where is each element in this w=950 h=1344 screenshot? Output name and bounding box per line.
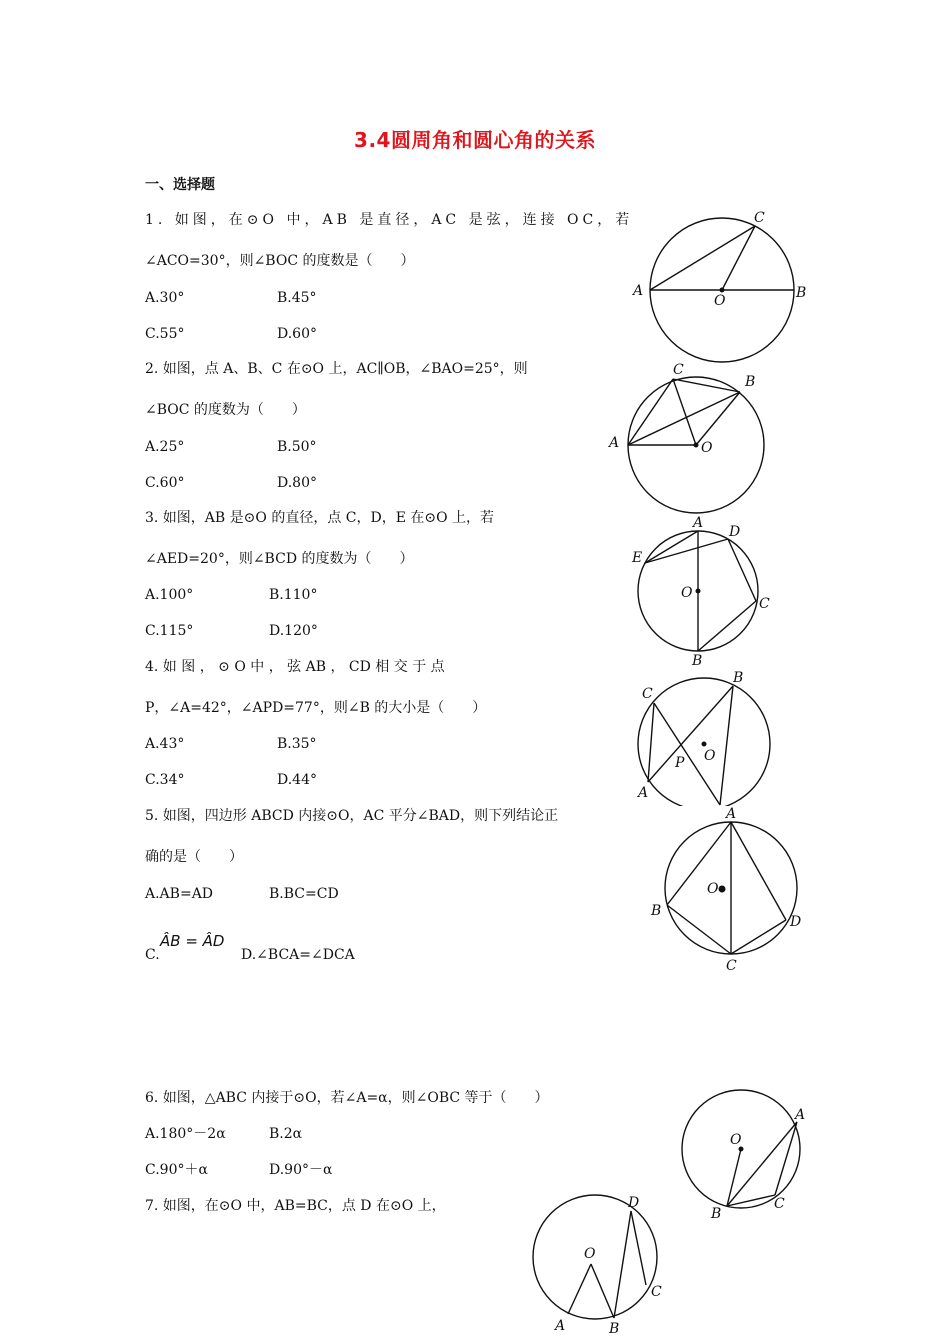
- q2-label-o: O: [701, 440, 713, 456]
- question-4-text-cont: P，∠A=42°，∠APD=77°，则∠B 的大小是（ ）: [145, 700, 487, 716]
- section-heading: 一、选择题: [145, 177, 215, 193]
- q5-label-d: D: [790, 914, 802, 930]
- q4-label-b: B: [733, 670, 744, 686]
- question-6-text: 6. 如图，△ABC 内接于⊙O，若∠A=α，则∠OBC 等于（ ）: [145, 1090, 549, 1106]
- q1-option-c: C.55°: [145, 326, 185, 342]
- question-1-text: 1. 如图，在⊙O 中，AB 是直径，AC 是弦，连接 OC，若: [145, 212, 634, 228]
- q5-option-c-formula: ÂB = ÂD: [160, 932, 225, 950]
- q1-label-o: O: [714, 293, 726, 309]
- q3-label-d: D: [729, 524, 741, 540]
- q4-label-c: C: [642, 686, 653, 702]
- q4-label-a: A: [638, 785, 649, 801]
- q3-label-a: A: [693, 515, 704, 531]
- q2-option-c: C.60°: [145, 475, 185, 491]
- q1-label-b: B: [796, 285, 807, 301]
- q1-option-a: A.30°: [145, 290, 185, 306]
- q2-option-d: D.80°: [277, 475, 317, 491]
- q5-label-o: O: [707, 881, 719, 897]
- q3-option-c: C.115°: [145, 623, 194, 639]
- q5-label-b: B: [651, 903, 662, 919]
- q6-label-b: B: [711, 1206, 722, 1222]
- q1-label-c: C: [754, 210, 765, 226]
- q5-option-d: D.∠BCA=∠DCA: [241, 947, 355, 963]
- q1-label-a: A: [633, 283, 644, 299]
- q3-label-c: C: [759, 596, 770, 612]
- q4-label-o: O: [704, 748, 716, 764]
- q3-label-o: O: [681, 585, 693, 601]
- q5-option-a: A.AB=AD: [145, 886, 214, 902]
- q6-label-a: A: [795, 1107, 806, 1123]
- q1-option-b: B.45°: [277, 290, 317, 306]
- q3-option-d: D.120°: [269, 623, 318, 639]
- q3-option-a: A.100°: [145, 587, 194, 603]
- q7-label-c: C: [651, 1284, 662, 1300]
- q2-option-b: B.50°: [277, 439, 317, 455]
- q5-label-c: C: [726, 958, 737, 974]
- question-5-text-cont: 确的是（ ）: [145, 849, 243, 865]
- q2-label-c: C: [673, 362, 684, 378]
- q7-label-d: D: [628, 1195, 640, 1211]
- question-4-text: 4. 如 图 ， ⊙ O 中 ， 弦 AB ， CD 相 交 于 点: [145, 659, 445, 675]
- q7-label-b: B: [609, 1321, 620, 1337]
- question-3-text: 3. 如图，AB 是⊙O 的直径，点 C，D，E 在⊙O 上，若: [145, 510, 495, 526]
- q7-label-a: A: [555, 1318, 566, 1334]
- q6-label-o: O: [730, 1132, 742, 1148]
- q3-option-b: B.110°: [269, 587, 318, 603]
- question-7-text: 7. 如图，在⊙O 中，AB=BC，点 D 在⊙O 上，: [145, 1198, 446, 1214]
- q6-option-d: D.90°－α: [269, 1162, 333, 1178]
- q6-option-c: C.90°＋α: [145, 1162, 208, 1178]
- question-5-text: 5. 如图，四边形 ABCD 内接⊙O，AC 平分∠BAD，则下列结论正: [145, 808, 559, 824]
- q4-option-b: B.35°: [277, 736, 317, 752]
- question-2-text: 2. 如图，点 A、B、C 在⊙O 上，AC∥OB，∠BAO=25°，则: [145, 361, 528, 377]
- q3-label-b: B: [692, 653, 703, 669]
- q4-label-p: P: [675, 755, 685, 771]
- q4-option-d: D.44°: [277, 772, 317, 788]
- q2-option-a: A.25°: [145, 439, 185, 455]
- question-1-text-cont: ∠ACO=30°，则∠BOC 的度数是（ ）: [145, 253, 415, 269]
- question-2-text-cont: ∠BOC 的度数为（ ）: [145, 402, 306, 418]
- q6-option-b: B.2α: [269, 1126, 303, 1142]
- q3-label-e: E: [632, 550, 643, 566]
- q5-label-a: A: [726, 806, 737, 822]
- q5-option-c: C.: [145, 947, 160, 963]
- q6-label-c: C: [774, 1196, 785, 1212]
- question-3-text-cont: ∠AED=20°，则∠BCD 的度数为（ ）: [145, 551, 414, 567]
- q5-option-b: B.BC=CD: [269, 886, 339, 902]
- q2-label-b: B: [745, 374, 756, 390]
- q7-label-o: O: [584, 1246, 596, 1262]
- page-title: 3.4圆周角和圆心角的关系: [354, 128, 596, 152]
- q2-label-a: A: [609, 435, 620, 451]
- q1-option-d: D.60°: [277, 326, 317, 342]
- q4-option-c: C.34°: [145, 772, 185, 788]
- q6-option-a: A.180°－2α: [145, 1126, 226, 1142]
- q4-option-a: A.43°: [145, 736, 185, 752]
